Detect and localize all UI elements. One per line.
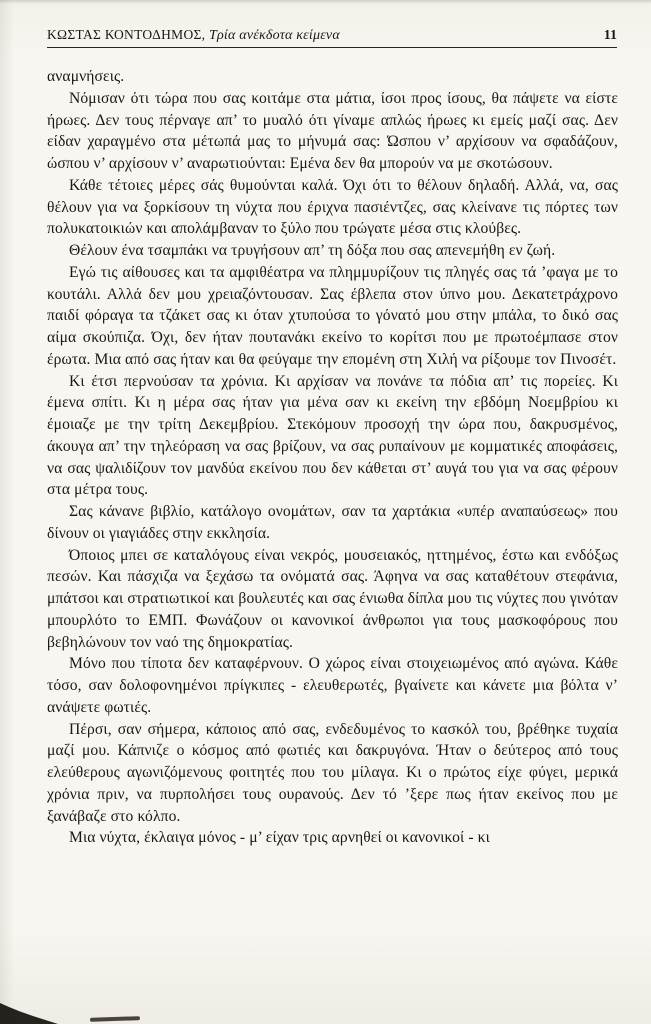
paragraph: Κι έτσι περνούσαν τα χρόνια. Κι αρχίσαν να πονάνε τα πόδια απ’ τις πορείες. Κι έμενα σπίτι. Κι η μέρα σας ήταν για μένα σαν κι εκείνη την εβδόμη Νοεμβρίου κι έμοιαζε με την τρίτη Δεκεμβρίου. Στεκόμουν προσοχή την ώρα που, δακρυσμένος, άκουγα απ’ την τηλεόραση να σας βρίζουν, να σας ρυπαίνουν με κομματικές αποφάσεις, να σας ψαλιδίζουν τον μανδύα εκείνου που δεν κάθεται στ’ αυγά του για να σας φέρουν στα μέτρα τους. bbox=[47, 372, 618, 499]
header-rule bbox=[47, 47, 617, 48]
page-header bbox=[47, 27, 617, 44]
paragraph: Θέλουν ένα τσαμπάκι να τρυγήσουν απ’ τη δόξα που σας απενεμήθη εν ζωή. bbox=[69, 242, 556, 259]
paragraph: Μόνο που τίποτα δεν καταφέρνουν. Ο χώρος είναι στοιχειωμένος από αγώνα. Κάθε τόσο, σαν δολοφονημένοι πρίγκιπες - ελευθερωτές, βγαίνετε και κάνετε μια βόλτα ν’ ανάψετε φωτιές. bbox=[47, 655, 618, 716]
paragraph: Όποιος μπει σε καταλόγους είναι νεκρός, μουσειακός, ηττημένος, έστω και ενδόξως πεσών. Και πάσχιζα να ξεχάσω τα ονόματά σας. Άφηνα να σας καταθέτουν στεφάνια, μπάτσοι και στρατιωτικοί και βουλευτές και σας ένιωθα δίπλα μου τις νύχτες που γινόταν μπουρλότο το ΕΜΠ. Φωνάζουν οι κανονικοί άνθρωποι για τους μασκοφόρους που βεβηλώνουν τον ναό της δημοκρατίας. bbox=[47, 546, 618, 651]
scan-artifact-smudge bbox=[90, 1016, 140, 1022]
paragraph: Νόμισαν ότι τώρα που σας κοιτάμε στα μάτια, ίσοι προς ίσους, θα πάψετε να είστε ήρωες. Δεν τους πέρναγε απ’ το μυαλό ότι γίναμε απλώς ήρωες κι εμείς μαζί σας. Δεν είδαν χαραγμένο στα μέτωπά μας το μήνυμά σας: Ώσπου ν’ αρχίσουν να σφαδάζουν, ώσπου ν’ αρχίσουν ν’ αναρωτιούνται: Εμένα δεν θα μπορούν να με σκοτώσουν. bbox=[47, 89, 618, 172]
paragraph: Κάθε τέτοιες μέρες σάς θυμούνται καλά. Όχι ότι το θέλουν δηλαδή. Αλλά, να, σας θέλουν για να ξορκίσουν τη νύχτα που έριχνα πασιέντζες, σας κλείνανε τις πόρτες των πολυκατοικιών και απολάμβαναν το ξύλο που τρώγατε μέσα στις κλούβες. bbox=[47, 176, 618, 238]
scan-artifact-top-edge bbox=[0, 0, 651, 4]
paragraph: αναμνήσεις. bbox=[47, 68, 125, 85]
paragraph: Εγώ τις αίθουσες και τα αμφιθέατρα να πλημμυρίζουν τις πληγές σας τά ’φαγα με το κουτάλι. Αλλά δεν μου χρειαζόντουσαν. Σας έβλεπα στον ύπνο μου. Δεκατετράχρονο παιδί φόραγα τα τζάκετ σας κι όταν χτυπούσα το γόνατό μου στην μπάλα, το δικό σας αίμα σκούπιζα. Όχι, δεν ήταν πουτανάκι εκείνο το κορίτσι που με πρωτοέμπασε στον έρωτα. Μια από σας ήταν και θα φεύγαμε την επομένη στη Χιλή να ρίξουμε τον Πινοσέτ. bbox=[47, 263, 618, 368]
work-title: Τρία ανέκδοτα κείμενα bbox=[209, 28, 340, 43]
page-number: 11 bbox=[603, 28, 617, 43]
author-name: ΚΩΣΤΑΣ ΚΟΝΤΟΔΗΜΟΣ, bbox=[47, 27, 206, 42]
paragraph: Πέρσι, σαν σήμερα, κάποιος από σας, ενδεδυμένος το κασκόλ του, βρέθηκε τυχαία μαζί μου. Κάπνιζε ο κόσμος από φωτιές και δακρυγόνα. Ήταν ο δεύτερος από τους ελεύθερους αγωνιζόμενους φοιτητές που του μίλαγα. Κι ο πρώτος είχε φύγει, μερικά χρόνια πριν, να πυρπολήσει τους ουρανούς. Δεν τό ’ξερε πως ήταν εκείνος που με ξανάβαζε στο κόλπο. bbox=[47, 720, 618, 825]
paragraph: Μια νύχτα, έκλαιγα μόνος - μ’ είχαν τρις αρνηθεί οι κανονικοί - κι bbox=[69, 829, 490, 847]
scan-artifact-corner bbox=[0, 994, 58, 1024]
paragraph: Σας κάνανε βιβλίο, κατάλογο ονομάτων, σαν τα χαρτάκια «υπέρ αναπαύσεως» που δίνουν οι γιαγιάδες στην εκκλησία. bbox=[47, 503, 618, 542]
page-body bbox=[47, 66, 618, 849]
running-head bbox=[47, 27, 340, 44]
